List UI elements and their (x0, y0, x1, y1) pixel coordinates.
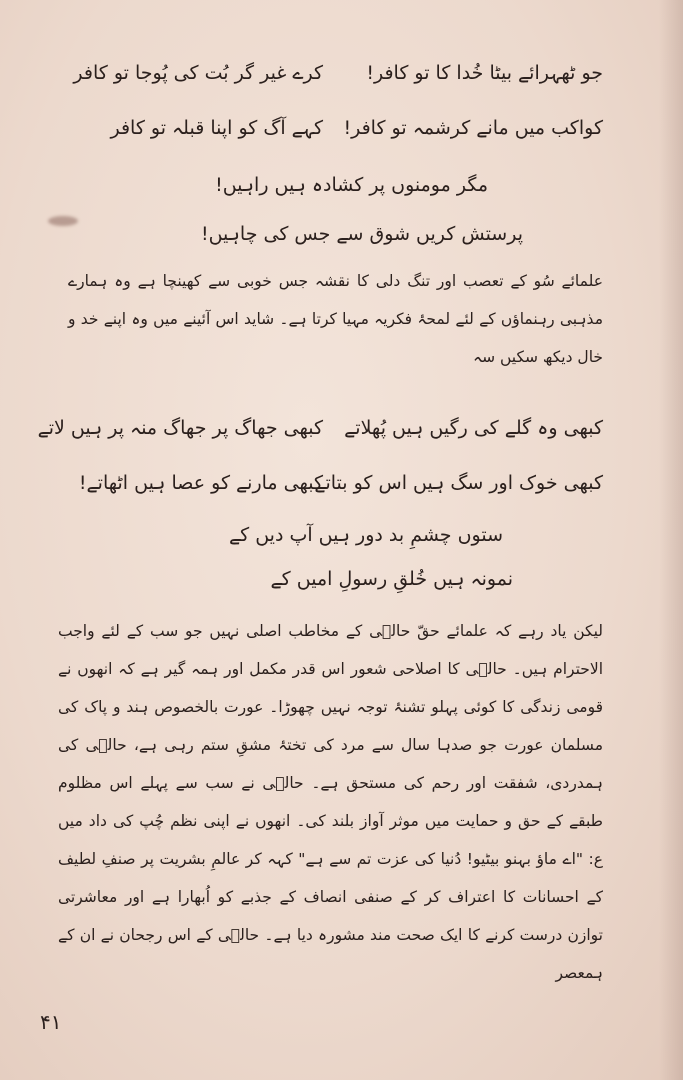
poem2-line3: ستوں چشمِ بد دور ہیں آپ دیں کے (229, 524, 503, 546)
poem1-couplet1-left: کرے غیر گر بُت کی پُوجا تو کافر (73, 62, 323, 84)
ink-stain (48, 216, 78, 226)
page-edge-shadow (659, 0, 683, 1080)
poem2-couplet2-left: کبھی مارنے کو عصا ہیں اٹھاتے! (78, 472, 323, 494)
page-number: ۴۱ (40, 1010, 62, 1034)
poem2-line4: نمونہ ہیں خُلقِ رسولِ امیں کے (270, 568, 513, 590)
paragraph-2: لیکن یاد رہے کہ علمائے حقّ حالؔی کے مخاطب اصلی نہیں جو سب کے لئے واجب الاحترام ہیں۔ حالؔی کا اصلاحی شعور اس قدر مکمل اور ہمہ گیر ہے کہ انھوں نے قومی زندگی کا کوئی پہلو تشنۂ توجہ نہیں چھوڑا۔ عورت بالخصوص ہند و پاک کی مسلمان عورت جو صدہا سال سے مرد کی تختۂ مشقِ ستم رہی ہے، حالؔی کی ہمدردی، شفقت اور رحم کی مستحق ہے۔ حالؔی نے سب سے پہلے اس مظلوم طبقے کے حق و حمایت میں موثر آواز بلند کی۔ انھوں نے اپنی نظم چُپ کی داد میں ع: "اے ماؤ بہنو بیٹیو! دُنیا کی عزت تم سے ہے" کہہ کر عالمِ بشریت پر صنفِ لطیف کے احسانات کا اعتراف کر کے صنفی انصاف کے جذبے کو اُبھارا ہے اور معاشرتی توازن درست کرنے کا ایک صحت مند مشورہ دیا ہے۔ حالؔی کے اس رجحان نے ان کے ہمعصر (58, 622, 603, 982)
paragraph-1: علمائے سُو کے تعصب اور تنگ دلی کا نقشہ جس خوبی سے کھینچا ہے وہ ہمارے مذہبی رہنماؤں کے لئے لمحۂ فکریہ مہیا کرتا ہے۔ شاید اس آئینے میں وہ اپنے خد و خال دیکھ سکیں سہ (68, 272, 603, 366)
poem2-couplet2-right: کبھی خوک اور سگ ہیں اس کو بتاتے (314, 472, 603, 494)
poem1-couplet2-left: کہے آگ کو اپنا قبلہ تو کافر (110, 117, 323, 139)
poem1-line3: مگر مومنوں پر کشادہ ہیں راہیں! (215, 174, 488, 196)
poem1-line4: پرستش کریں شوق سے جس کی چاہیں! (200, 223, 523, 245)
poem1-couplet2-right: کواکب میں مانے کرشمہ تو کافر! (343, 117, 603, 139)
poem2-couplet1-left: کبھی جھاگ پر جھاگ منہ پر ہیں لاتے (37, 417, 323, 439)
poem1-couplet1-right: جو ٹھہرائے بیٹا خُدا کا تو کافر! (366, 62, 603, 84)
poem2-couplet1-right: کبھی وہ گلے کی رگیں ہیں پُھلاتے (344, 417, 603, 439)
